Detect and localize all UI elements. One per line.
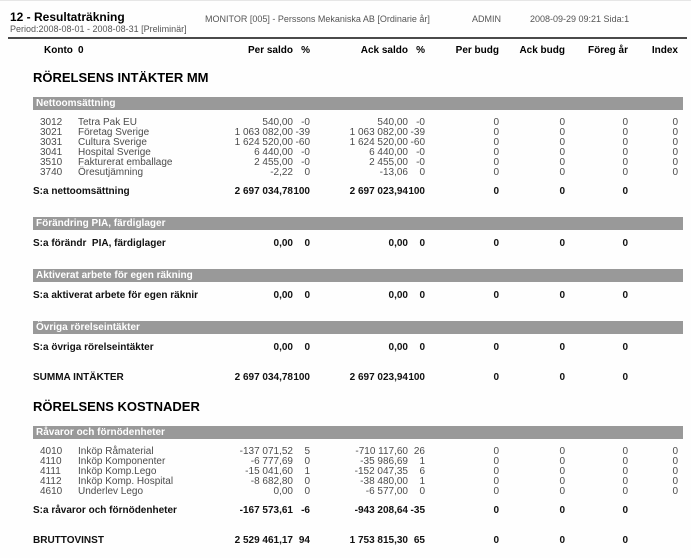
col-header-index: Index (651, 45, 678, 56)
cell-foreg-ar: 0 (622, 127, 628, 138)
report-user: ADMIN (472, 14, 501, 24)
sum-row (33, 187, 683, 197)
cell-ack-budg: 0 (559, 238, 565, 249)
cell-pct1: -39 (295, 127, 310, 138)
cell-pct2: -35 (410, 505, 425, 516)
cell-ack-budg: 0 (559, 186, 565, 197)
cell-ack-budg: 0 (559, 147, 565, 158)
report-datetime-page: 2008-09-29 09:21 Sida:1 (530, 14, 630, 24)
cell-account-name: Företag Sverige (78, 127, 150, 138)
sum-row (33, 239, 683, 249)
cell-per-budg: 0 (493, 466, 499, 477)
cell-foreg-ar: 0 (622, 476, 628, 487)
cell-per-saldo: 540,00 (262, 117, 293, 128)
cell-per-budg: 0 (493, 117, 499, 128)
sum-row (33, 343, 683, 353)
cell-pct1: 0 (304, 486, 310, 497)
cell-ack-budg: 0 (559, 127, 565, 138)
cell-pct2: -60 (410, 137, 425, 148)
cell-per-budg: 0 (493, 456, 499, 467)
cell-ack-budg: 0 (559, 535, 565, 546)
cell-per-budg: 0 (493, 505, 499, 516)
col-header-pct1: % (301, 45, 310, 56)
cell-per-budg: 0 (493, 486, 499, 497)
cell-per-budg: 0 (493, 290, 499, 301)
cell-ack-saldo: 2 697 023,94 (349, 186, 408, 197)
cell-pct1: -6 (301, 505, 310, 516)
cell-pct1: -0 (301, 117, 310, 128)
cell-index: 0 (672, 446, 678, 457)
cell-per-budg: 0 (493, 167, 499, 178)
cell-per-saldo: -8 682,80 (250, 476, 293, 487)
cell-foreg-ar: 0 (622, 137, 628, 148)
cell-ack-saldo: 1 063 082,00 (349, 127, 408, 138)
cell-per-saldo: -6 777,69 (250, 456, 293, 467)
cell-per-saldo: 0,00 (273, 342, 293, 353)
cell-pct2: 1 (419, 476, 425, 487)
cell-pct2: 0 (419, 290, 425, 301)
cell-per-budg: 0 (493, 157, 499, 168)
cell-pct1: 0 (304, 342, 310, 353)
cell-per-saldo: 0,00 (273, 486, 293, 497)
section-heading: RÖRELSENS INTÄKTER MM (33, 70, 209, 85)
cell-ack-budg: 0 (559, 456, 565, 467)
cell-ack-budg: 0 (559, 505, 565, 516)
cell-pct2: -0 (416, 117, 425, 128)
cell-index (628, 536, 683, 546)
cell-ack-budg: 0 (559, 342, 565, 353)
cell-ack-budg: 0 (559, 372, 565, 383)
cell-foreg-ar: 0 (622, 117, 628, 128)
cell-index (628, 187, 683, 197)
cell-row-label: S:a övriga rörelseintäkter (33, 342, 154, 353)
group-bar: Förändring PIA, färdiglager (33, 217, 683, 230)
section-heading: RÖRELSENS KOSTNADER (33, 399, 200, 414)
cell-ack-saldo: -38 480,00 (360, 476, 408, 487)
cell-konto: 4610 (40, 486, 63, 497)
cell-ack-budg: 0 (559, 476, 565, 487)
cell-ack-budg: 0 (559, 290, 565, 301)
cell-pct1: 5 (304, 446, 310, 457)
total-row (33, 373, 683, 383)
cell-pct2: 0 (419, 167, 425, 178)
cell-index: 0 (672, 117, 678, 128)
cell-foreg-ar: 0 (622, 147, 628, 158)
cell-row-label: SUMMA INTÄKTER (33, 372, 124, 383)
cell-ack-saldo: -710 117,60 (355, 446, 408, 457)
cell-ack-budg: 0 (559, 486, 565, 497)
group-bar: Övriga rörelseintäkter (33, 321, 683, 334)
cell-foreg-ar: 0 (622, 456, 628, 467)
cell-pct1: 100 (293, 186, 310, 197)
cell-ack-budg: 0 (559, 117, 565, 128)
cell-row-label: S:a aktiverat arbete för egen räknir (33, 290, 199, 301)
cell-pct2: 0 (419, 342, 425, 353)
cell-per-saldo: 0,00 (273, 238, 293, 249)
report-company: MONITOR [005] - Perssons Mekaniska AB [Ordinarie år] (205, 14, 430, 24)
cell-foreg-ar: 0 (622, 535, 628, 546)
cell-index (628, 291, 683, 301)
cell-per-budg: 0 (493, 127, 499, 138)
cell-index: 0 (672, 167, 678, 178)
account-group (33, 426, 683, 516)
cell-konto: 3041 (40, 147, 63, 158)
cell-index: 0 (672, 486, 678, 497)
cell-per-budg: 0 (493, 238, 499, 249)
cell-per-budg: 0 (493, 535, 499, 546)
cell-row-label: BRUTTOVINST (33, 535, 104, 546)
cell-account-name: Tetra Pak EU (78, 117, 137, 128)
cell-ack-saldo: 2 455,00 (369, 157, 408, 168)
cell-per-budg: 0 (493, 137, 499, 148)
cell-per-saldo: -137 071,52 (239, 446, 293, 457)
cell-pct1: -0 (301, 157, 310, 168)
report-title: 12 - Resultaträkning (10, 10, 125, 24)
cell-per-saldo: 1 063 082,00 (234, 127, 293, 138)
cell-pct2: 100 (408, 186, 425, 197)
cell-per-budg: 0 (493, 446, 499, 457)
total-row (33, 536, 683, 546)
col-header-ack-saldo: Ack saldo (360, 45, 408, 56)
cell-ack-budg: 0 (559, 466, 565, 477)
cell-pct2: -39 (410, 127, 425, 138)
cell-per-budg: 0 (493, 372, 499, 383)
col-header-foreg-ar: Föreg år (587, 45, 628, 56)
cell-foreg-ar: 0 (622, 372, 628, 383)
cell-pct2: 100 (408, 372, 425, 383)
cell-ack-saldo: 0,00 (388, 342, 408, 353)
cell-pct2: 0 (419, 238, 425, 249)
cell-pct1: 1 (304, 466, 310, 477)
cell-index: 0 (672, 466, 678, 477)
cell-pct1: -60 (295, 137, 310, 148)
cell-ack-budg: 0 (559, 157, 565, 168)
cell-ack-saldo: 1 753 815,30 (349, 535, 408, 546)
sum-row (33, 291, 683, 301)
cell-konto: 3021 (40, 127, 63, 138)
cell-pct1: -0 (301, 147, 310, 158)
cell-pct2: 65 (413, 535, 425, 546)
cell-ack-saldo: -35 986,69 (360, 456, 408, 467)
cell-account-name: Inköp Råmaterial (78, 446, 154, 457)
cell-pct2: 26 (413, 446, 425, 457)
cell-account-name: Fakturerat emballage (78, 157, 173, 168)
cell-account-name: Hospital Sverige (78, 147, 151, 158)
cell-pct2: -0 (416, 157, 425, 168)
cell-index (628, 506, 683, 516)
cell-per-budg: 0 (493, 342, 499, 353)
sum-row (33, 506, 683, 516)
report-period: Period:2008-08-01 - 2008-08-31 [Preliminär] (10, 24, 187, 34)
cell-per-budg: 0 (493, 186, 499, 197)
cell-per-budg: 0 (493, 476, 499, 487)
cell-account-name: Inköp Komp.Lego (78, 466, 157, 477)
col-header-ack-budg: Ack budg (519, 45, 565, 56)
cell-konto: 3740 (40, 167, 63, 178)
cell-ack-saldo: 540,00 (377, 117, 408, 128)
group-bar: Nettoomsättning (33, 97, 683, 110)
cell-row-label: S:a nettoomsättning (33, 186, 130, 197)
cell-index: 0 (672, 147, 678, 158)
col-header-pct2: % (416, 45, 425, 56)
column-headers (33, 45, 683, 57)
cell-konto: 4112 (40, 476, 62, 487)
account-group (33, 217, 683, 249)
cell-ack-saldo: 2 697 023,94 (349, 372, 408, 383)
cell-pct2: -0 (416, 147, 425, 158)
cell-foreg-ar: 0 (622, 486, 628, 497)
account-row (33, 168, 683, 178)
cell-pct1: 100 (293, 372, 310, 383)
group-bar: Råvaror och förnödenheter (33, 426, 683, 439)
cell-per-saldo: -167 573,61 (239, 505, 293, 516)
cell-foreg-ar: 0 (622, 342, 628, 353)
cell-ack-saldo: 6 440,00 (369, 147, 408, 158)
cell-foreg-ar: 0 (622, 446, 628, 457)
cell-index (628, 343, 683, 353)
cell-per-saldo: -2,22 (270, 167, 293, 178)
cell-foreg-ar: 0 (622, 186, 628, 197)
cell-konto: 3031 (40, 137, 63, 148)
cell-pct1: 0 (304, 476, 310, 487)
cell-pct2: 1 (419, 456, 425, 467)
cell-foreg-ar: 0 (622, 466, 628, 477)
cell-konto: 4111 (40, 466, 61, 477)
cell-pct2: 0 (419, 486, 425, 497)
account-row (33, 487, 683, 497)
cell-index: 0 (672, 157, 678, 168)
cell-pct1: 0 (304, 290, 310, 301)
cell-pct1: 0 (304, 456, 310, 467)
account-group (33, 321, 683, 353)
cell-ack-budg: 0 (559, 137, 565, 148)
col-header-zero: 0 (78, 45, 84, 56)
cell-ack-saldo: -152 047,35 (354, 466, 408, 477)
cell-per-saldo: 1 624 520,00 (234, 137, 293, 148)
cell-index: 0 (672, 137, 678, 148)
cell-index: 0 (672, 456, 678, 467)
cell-ack-saldo: -6 577,00 (365, 486, 408, 497)
cell-per-saldo: 2 697 034,78 (234, 372, 293, 383)
account-group (33, 97, 683, 197)
col-header-konto: Konto (44, 45, 73, 56)
cell-pct1: 94 (298, 535, 310, 546)
header-rule (8, 37, 687, 39)
cell-ack-saldo: -13,06 (379, 167, 408, 178)
col-header-per-budg: Per budg (455, 45, 499, 56)
cell-account-name: Underlev Lego (78, 486, 144, 497)
group-bar: Aktiverat arbete för egen räkning (33, 269, 683, 282)
cell-ack-saldo: 1 624 520,00 (349, 137, 408, 148)
cell-index (628, 373, 683, 383)
cell-foreg-ar: 0 (622, 238, 628, 249)
cell-konto: 3510 (40, 157, 63, 168)
cell-konto: 4110 (40, 456, 62, 467)
cell-ack-budg: 0 (559, 446, 565, 457)
cell-per-saldo: 2 455,00 (254, 157, 293, 168)
account-group (33, 269, 683, 301)
cell-per-saldo: 0,00 (273, 290, 293, 301)
cell-account-name: Cultura Sverige (78, 137, 147, 148)
cell-ack-saldo: 0,00 (388, 238, 408, 249)
cell-per-saldo: 2 529 461,17 (234, 535, 293, 546)
cell-ack-saldo: 0,00 (388, 290, 408, 301)
cell-account-name: Inköp Komponenter (78, 456, 166, 467)
cell-per-budg: 0 (493, 147, 499, 158)
cell-pct1: 0 (304, 238, 310, 249)
cell-konto: 4010 (40, 446, 63, 457)
col-header-per-saldo: Per saldo (247, 45, 293, 56)
cell-per-saldo: -15 041,60 (245, 466, 293, 477)
cell-konto: 3012 (40, 117, 63, 128)
cell-row-label: S:a råvaror och förnödenheter (33, 505, 177, 516)
cell-index: 0 (672, 127, 678, 138)
cell-foreg-ar: 0 (622, 290, 628, 301)
cell-row-label: S:a förändr PIA, färdiglager (33, 238, 166, 249)
cell-account-name: Inköp Komp. Hospital (78, 476, 174, 487)
cell-ack-saldo: -943 208,64 (354, 505, 408, 516)
report-body (33, 71, 683, 546)
cell-index: 0 (672, 476, 678, 487)
cell-foreg-ar: 0 (622, 167, 628, 178)
cell-ack-budg: 0 (559, 167, 565, 178)
cell-per-saldo: 2 697 034,78 (234, 186, 293, 197)
cell-foreg-ar: 0 (622, 505, 628, 516)
cell-pct2: 6 (419, 466, 425, 477)
cell-per-saldo: 6 440,00 (254, 147, 293, 158)
cell-foreg-ar: 0 (622, 157, 628, 168)
cell-account-name: Öresutjämning (78, 167, 144, 178)
cell-index (628, 239, 683, 249)
cell-pct1: 0 (304, 167, 310, 178)
